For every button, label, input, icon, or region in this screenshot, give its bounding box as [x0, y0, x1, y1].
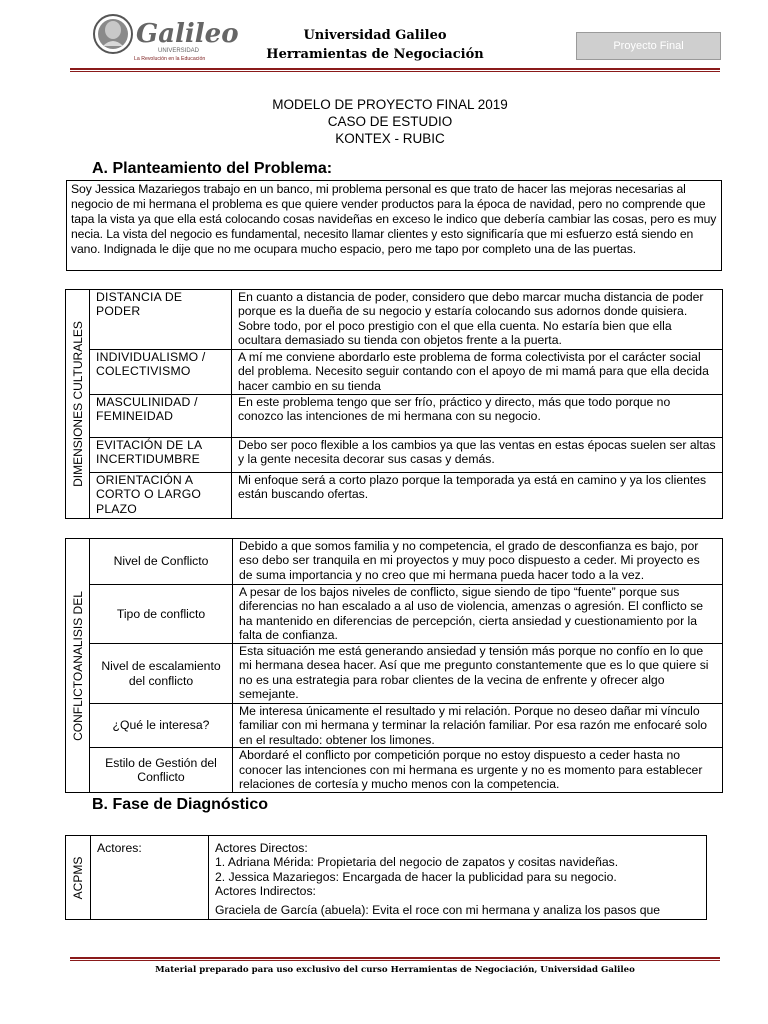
row-text: Esta situación me está generando ansiedad y tensión más porque no confío en lo que mi hermana desea hacer. Así que me pregunto constantemente que es lo que quiere si no es una estrategia para robar clientes de la vecina de enfrente y ofrecer algo semejante.	[233, 644, 723, 704]
doc-title-line2: CASO DE ESTUDIO	[327, 114, 453, 129]
course-name: Herramientas de Negociación	[266, 47, 484, 62]
row-label: Estilo de Gestión del Conflicto	[90, 748, 233, 793]
problem-statement: Soy Jessica Mazariegos trabajo en un banco, mi problema personal es que trato de hacer las mejoras necesarias al negocio de mi hermana el problema es que quiere vender productos para la época de navidad, pero no comprende que tapa la vista ya que ella está colocando cosas navideñas en exceso le indico que debería cambiar las cosas, pero es muy necia. La vista del negocio es fundamental, necesito llamar clientes y esto significaría que mi esfuerzo está siendo en vano. Indignada le dije que no me ocupara mucho espacio, pero me tapo por completo una de las puertas.	[66, 180, 722, 271]
row-label: DISTANCIA DE PODER	[90, 290, 232, 350]
table-row	[66, 473, 723, 519]
cultural-side-label-cell	[66, 290, 90, 519]
table-row	[66, 748, 723, 793]
table-row	[66, 290, 723, 350]
actors-line: 2. Jessica Mazariegos: Encargada de hacer la publicidad para su negocio.	[215, 869, 617, 884]
row-label: Nivel de escalamiento del conflicto	[90, 644, 233, 704]
table-row	[66, 539, 723, 585]
row-label: EVITACIÓN DE LA INCERTIDUMBRE	[90, 438, 232, 473]
acpms-side-label-cell	[66, 836, 91, 920]
footer-rule	[70, 957, 720, 959]
project-badge: Proyecto Final	[576, 32, 721, 60]
table-row	[66, 836, 707, 920]
acpms-side-label: ACPMS	[70, 856, 85, 899]
row-label: INDIVIDUALISMO / COLECTIVISMO	[90, 350, 232, 395]
table-row	[66, 585, 723, 644]
conflict-analysis-table	[65, 538, 723, 793]
row-text: En cuanto a distancia de poder, considero que debo marcar mucha distancia de poder porque es la dueña de su negocio y estaría colocando sus adornos donde quisiera. Sobre todo, por el poco prestigio con el que ella cuenta. No estaría bien que ella ocultara demasiado su tienda con objetos frente a la puerta.	[232, 290, 723, 350]
section-a-heading: A. Planteamiento del Problema:	[92, 160, 333, 177]
header-rule	[70, 68, 720, 70]
row-label: Nivel de Conflicto	[90, 539, 233, 585]
actors-line: Graciela de García (abuela): Evita el roce con mi hermana y analiza los pasos que	[215, 902, 661, 917]
diagnosis-table	[65, 835, 707, 920]
svg-text:La Revolución en la Educación: La Revolución en la Educación	[134, 56, 206, 62]
row-label: Tipo de conflicto	[90, 585, 233, 644]
table-row	[66, 438, 723, 473]
cultural-side-label: DIMENSIONES CULTURALES	[70, 321, 85, 487]
row-text: Me interesa únicamente el resultado y mi relación. Porque no deseo dañar mi vínculo familiar con mi hermana y terminar la relación familiar. Por esa razón me enfocaré solo en el resultado: obtener los limones.	[233, 704, 723, 748]
row-label: MASCULINIDAD / FEMINEIDAD	[90, 395, 232, 438]
row-text: Debo ser poco flexible a los cambios ya que las ventas en estas épocas suelen ser altas y la gente necesita decorar sus casas y demás.	[232, 438, 723, 473]
section-b-heading: B. Fase de Diagnóstico	[92, 796, 269, 813]
actors-line: 1. Adriana Mérida: Propietaria del negocio de zapatos y cositas navideñas.	[215, 855, 619, 870]
table-row	[66, 704, 723, 748]
footer-note: Material preparado para uso exclusivo del curso Herramientas de Negociación, Universidad Galileo	[155, 965, 635, 975]
svg-text:UNIVERSIDAD: UNIVERSIDAD	[158, 48, 200, 54]
university-name: Universidad Galileo	[303, 28, 447, 43]
table-row	[66, 350, 723, 395]
doc-title-line3: KONTEX - RUBIC	[335, 131, 445, 146]
actors-line: Actores Indirectos:	[215, 884, 316, 899]
actors-list	[209, 836, 707, 920]
galileo-logo	[88, 10, 239, 65]
row-text: A mí me conviene abordarlo este problema de forma colectivista por el carácter social del problema. Necesito seguir contando con el apoyo de mi mamá para que ella decida hacer cambio en su tienda	[232, 350, 723, 395]
row-text: A pesar de los bajos niveles de conflicto, sigue siendo de tipo “fuente” porque sus diferencias no han escalado a al uso de violencia, amenzas o agresión. El conflicto se ha mantenido en diferencias de percepción, cierta ansiedad y cuestionamiento por la falta de confianza.	[233, 585, 723, 644]
table-row	[66, 644, 723, 704]
actors-label: Actores:	[91, 836, 209, 920]
conflict-side-label-cell	[66, 539, 90, 793]
conflict-side-label: CONFLICTOANALISIS DEL	[70, 590, 85, 741]
footer-rule-thin	[70, 960, 720, 961]
actors-line: Actores Directos:	[215, 841, 308, 855]
row-text: Abordaré el conflicto por competición porque no estoy dispuesto a ceder hasta no conocer las intenciones con mi hermana es urgente y no es momento para establecer relaciones de cortesía y mucho menos con la competencia.	[233, 748, 723, 793]
header-rule-thin	[70, 71, 720, 72]
svg-text:Galileo: Galileo	[136, 19, 239, 49]
cultural-dimensions-table	[65, 289, 723, 519]
row-text: Mi enfoque será a corto plazo porque la temporada ya está en camino y ya los clientes están buscando ofertas.	[232, 473, 723, 519]
row-label: ORIENTACIÓN A CORTO O LARGO PLAZO	[90, 473, 232, 519]
table-row	[66, 395, 723, 438]
row-text: Debido a que somos familia y no competencia, el grado de desconfianza es bajo, por eso debo ser tranquila en mi proyectos y muy poco dispuesto a ceder. Mi proyecto es de suma importancia y no creo que mi hermana pueda hacer todo a la vez.	[233, 539, 723, 585]
row-label: ¿Qué le interesa?	[90, 704, 233, 748]
doc-title-line1: MODELO DE PROYECTO FINAL 2019	[272, 97, 508, 112]
row-text: En este problema tengo que ser frío, práctico y directo, más que todo porque no conozco las intenciones de mi hermana con su negocio.	[232, 395, 723, 438]
